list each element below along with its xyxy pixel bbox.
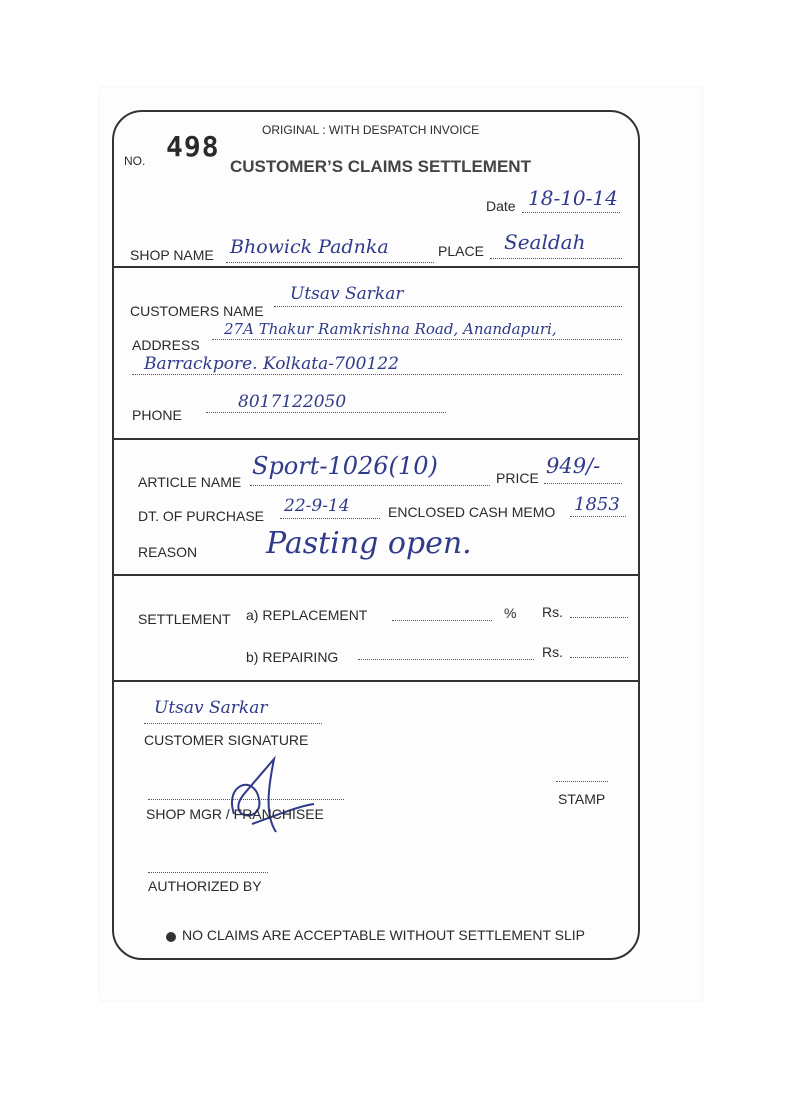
article-name-line (250, 485, 490, 486)
customer-signature-value: Utsav Sarkar (154, 698, 268, 718)
reason-label: REASON (138, 544, 198, 560)
replacement-line (392, 620, 492, 621)
serial-label: NO. (124, 154, 146, 168)
customer-name-value: Utsav Sarkar (290, 284, 404, 304)
section-divider-3 (114, 574, 638, 576)
repairing-rs-label: Rs. (542, 644, 563, 660)
purchase-date-line (280, 518, 380, 519)
footer-notice: NO CLAIMS ARE ACCEPTABLE WITHOUT SETTLEMENT SLIP (182, 927, 585, 943)
address-line-1 (212, 339, 622, 340)
address-label: ADDRESS (132, 337, 200, 353)
date-label: Date (486, 198, 516, 214)
serial-number: 498 (166, 130, 220, 163)
address-line2-value: Barrackpore. Kolkata-700122 (144, 354, 399, 374)
replacement-rs-label: Rs. (542, 604, 563, 620)
place-value: Sealdah (504, 230, 586, 254)
article-name-value: Sport-1026(10) (252, 452, 438, 480)
phone-value: 8017122050 (238, 392, 347, 412)
section-divider-4 (114, 680, 638, 682)
replacement-label: a) REPLACEMENT (246, 607, 368, 623)
price-value: 949/- (546, 454, 601, 478)
repairing-rs-line (570, 657, 628, 658)
address-line-2 (132, 374, 622, 375)
date-line (522, 212, 620, 213)
customer-name-label: CUSTOMERS NAME (130, 303, 264, 319)
address-line1-value: 27A Thakur Ramkrishna Road, Anandapuri, (224, 320, 557, 338)
place-line (490, 258, 622, 259)
cash-memo-line (570, 516, 626, 517)
manager-signature-scribble (214, 744, 324, 844)
section-divider-2 (114, 438, 638, 440)
repairing-label: b) REPAIRING (246, 649, 339, 665)
phone-line (206, 412, 446, 413)
replacement-rs-line (570, 617, 628, 618)
purchase-date-value: 22-9-14 (284, 496, 350, 516)
customer-name-line (274, 306, 622, 307)
shop-name-line (226, 262, 434, 263)
shop-name-value: Bhowick Padnka (230, 236, 389, 258)
percent-symbol: % (504, 605, 517, 621)
price-label: PRICE (496, 470, 539, 486)
date-value: 18-10-14 (528, 186, 618, 210)
place-label: PLACE (438, 243, 484, 259)
price-line (544, 483, 622, 484)
shop-name-label: SHOP NAME (130, 247, 214, 263)
repairing-line (358, 659, 534, 660)
phone-label: PHONE (132, 407, 182, 423)
section-divider-1 (114, 266, 638, 268)
cash-memo-value: 1853 (574, 494, 620, 515)
customer-signature-label: CUSTOMER SIGNATURE (144, 732, 309, 748)
reason-value: Pasting open. (266, 526, 472, 561)
authorized-label: AUTHORIZED BY (148, 878, 262, 894)
cash-memo-label: ENCLOSED CASH MEMO (388, 504, 556, 520)
article-name-label: ARTICLE NAME (138, 474, 242, 490)
claim-form (112, 110, 640, 960)
form-title: CUSTOMER’S CLAIMS SETTLEMENT (230, 157, 531, 176)
stamp-line (556, 781, 608, 782)
notice-bullet-icon (166, 932, 176, 942)
customer-signature-line (144, 723, 322, 724)
shop-mgr-line (148, 799, 344, 800)
stamp-label: STAMP (558, 791, 606, 807)
purchase-date-label: DT. OF PURCHASE (138, 508, 265, 524)
authorized-line (148, 872, 268, 873)
shop-mgr-label: SHOP MGR / FRANCHISEE (146, 806, 324, 822)
copy-note: ORIGINAL : WITH DESPATCH INVOICE (262, 123, 480, 137)
settlement-label: SETTLEMENT (138, 611, 231, 627)
